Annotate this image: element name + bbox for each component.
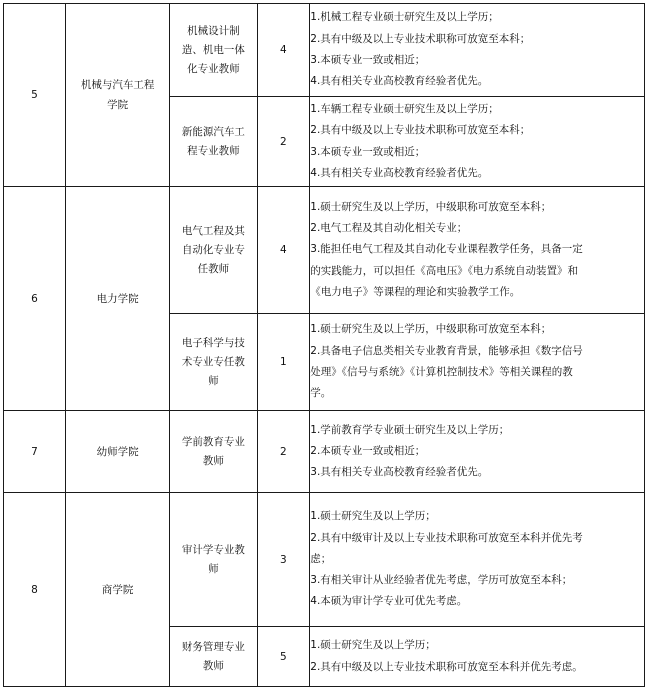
college-number: 8 <box>4 493 66 687</box>
position-title: 新能源汽车工 程专业教师 <box>170 97 257 187</box>
requirements: 1.硕士研究生及以上学历； 2.具有中级及以上专业技术职称可放宽至本科并优先考虑。 <box>310 627 645 687</box>
position-count: 5 <box>257 627 310 687</box>
position-count: 2 <box>257 97 310 187</box>
position-title: 审计学专业教 师 <box>170 493 257 627</box>
college-number: 7 <box>4 411 66 493</box>
college-name: 电力学院 <box>65 187 169 411</box>
position-title: 财务管理专业 教师 <box>170 627 257 687</box>
position-count: 3 <box>257 493 310 627</box>
requirements: 1.硕士研究生及以上学历，中级职称可放宽至本科； 2.具备电子信息类相关专业教育背景，能够承担《数字信号 处理》《信号与系统》《计算机控制技术》等相关课程的教 学。 <box>310 314 645 411</box>
requirements: 1.硕士研究生及以上学历，中级职称可放宽至本科； 2.电气工程及其自动化相关专业； 3.能担任电气工程及其自动化专业课程教学任务，具备一定 的实践能力，可以担任《高电压》《电力系统自动装置》和 《电力电子》等课程的理论和实验教学工作。 <box>310 187 645 314</box>
requirements: 1.车辆工程专业硕士研究生及以上学历； 2.具有中级及以上专业技术职称可放宽至本科； 3.本硕专业一致或相近； 4.具有相关专业高校教育经验者优先。 <box>310 97 645 187</box>
requirements: 1.硕士研究生及以上学历； 2.具有中级审计及以上专业技术职称可放宽至本科并优先考 虑； 3.有相关审计从业经验者优先考虑，学历可放宽至本科； 4.本硕为审计学专业可优先考虑。 <box>310 493 645 627</box>
position-title: 电子科学与技 术专业专任教 师 <box>170 314 257 411</box>
table-row <box>4 4 645 97</box>
table-row <box>4 411 645 493</box>
college-name: 商学院 <box>65 493 169 687</box>
college-name: 幼师学院 <box>65 411 169 493</box>
position-count: 4 <box>257 187 310 314</box>
college-number: 5 <box>4 4 66 187</box>
college-number: 6 <box>4 187 66 411</box>
requirements: 1.学前教育学专业硕士研究生及以上学历； 2.本硕专业一致或相近； 3.具有相关专业高校教育经验者优先。 <box>310 411 645 493</box>
position-count: 2 <box>257 411 310 493</box>
table-row <box>4 187 645 314</box>
position-count: 4 <box>257 4 310 97</box>
table-row <box>4 493 645 627</box>
position-title: 机械设计制 造、机电一体 化专业教师 <box>170 4 257 97</box>
college-name: 机械与汽车工程 学院 <box>65 4 169 187</box>
position-title: 学前教育专业 教师 <box>170 411 257 493</box>
position-title: 电气工程及其 自动化专业专 任教师 <box>170 187 257 314</box>
position-count: 1 <box>257 314 310 411</box>
requirements: 1.机械工程专业硕士研究生及以上学历； 2.具有中级及以上专业技术职称可放宽至本科； 3.本硕专业一致或相近； 4.具有相关专业高校教育经验者优先。 <box>310 4 645 97</box>
recruitment-table <box>3 3 645 687</box>
